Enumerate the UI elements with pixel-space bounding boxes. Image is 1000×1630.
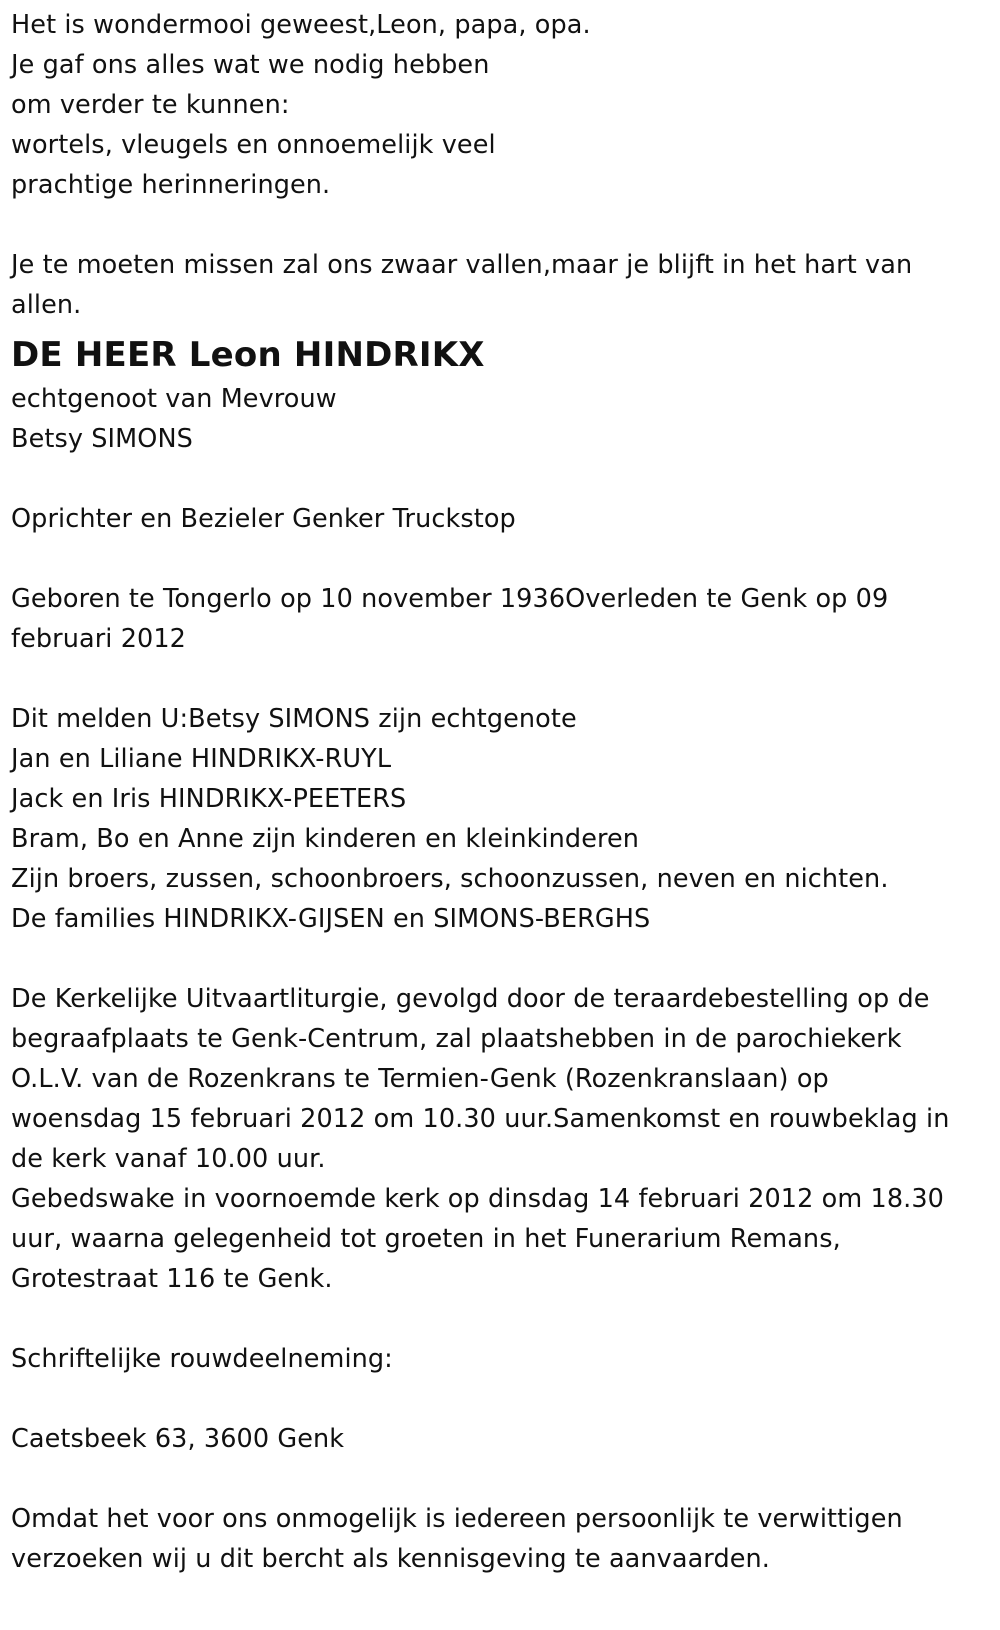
announcer-line: Jan en Liliane HINDRIKX-RUYL (11, 744, 392, 774)
poem-line: prachtige herinneringen. (11, 170, 331, 200)
spacer (11, 205, 1000, 245)
ceremony-line: O.L.V. van de Rozenkrans te Termien-Genk (Rozenkranslaan) op (11, 1064, 829, 1094)
spacer (11, 1379, 1000, 1419)
ceremony-line: De Kerkelijke Uitvaartliturgie, gevolgd door de teraardebestelling op de (11, 984, 930, 1014)
spouse-name: Betsy SIMONS (11, 424, 193, 454)
spacer (11, 1299, 1000, 1339)
poem-line: wortels, vleugels en onnoemelijk veel (11, 130, 496, 160)
spacer (11, 1459, 1000, 1499)
poem-closing-line: Je te moeten missen zal ons zwaar vallen,maar je blijft in het hart van (11, 250, 913, 280)
poem-closing-line: allen. (11, 290, 82, 320)
announcer-line: Dit melden U:Betsy SIMONS zijn echtgenote (11, 704, 577, 734)
spacer (11, 939, 1000, 979)
spouse-line: echtgenoot van Mevrouw (11, 384, 337, 414)
birth-death-line: Geboren te Tongerlo op 10 november 1936Overleden te Genk op 09 (11, 584, 889, 614)
announcer-line: Jack en Iris HINDRIKX-PEETERS (11, 784, 407, 814)
ceremony-line: begraafplaats te Genk-Centrum, zal plaatshebben in de parochiekerk (11, 1024, 902, 1054)
announcer-line: Zijn broers, zussen, schoonbroers, schoonzussen, neven en nichten. (11, 864, 889, 894)
poem-line: Je gaf ons alles wat we nodig hebben (11, 50, 490, 80)
spacer (11, 459, 1000, 499)
poem-line: Het is wondermooi geweest,Leon, papa, opa. (11, 10, 591, 40)
ceremony-line: de kerk vanaf 10.00 uur. (11, 1144, 326, 1174)
condolence-address: Caetsbeek 63, 3600 Genk (11, 1424, 345, 1454)
announcer-line: De families HINDRIKX-GIJSEN en SIMONS-BERGHS (11, 904, 651, 934)
announcers-block (11, 699, 1000, 939)
role-line: Oprichter en Bezieler Genker Truckstop (11, 504, 516, 534)
poem-block (11, 5, 1000, 205)
condolence-address-block (11, 1419, 1000, 1459)
condolence-label: Schriftelijke rouwdeelneming: (11, 1344, 393, 1374)
ceremony-line: Grotestraat 116 te Genk. (11, 1264, 333, 1294)
ceremony-line: Gebedswake in voornoemde kerk op dinsdag 14 februari 2012 om 18.30 (11, 1184, 945, 1214)
poem-line: om verder te kunnen: (11, 90, 290, 120)
announcer-line: Bram, Bo en Anne zijn kinderen en kleinkinderen (11, 824, 640, 854)
ceremony-line: woensdag 15 februari 2012 om 10.30 uur.Samenkomst en rouwbeklag in (11, 1104, 950, 1134)
spouse-block (11, 379, 1000, 459)
condolence-label-block (11, 1339, 1000, 1379)
deceased-title: DE HEER Leon HINDRIKX (11, 335, 485, 375)
poem-closing (11, 245, 1000, 325)
birth-death-line: februari 2012 (11, 624, 186, 654)
ceremony-block (11, 979, 1000, 1299)
spacer (11, 539, 1000, 579)
ceremony-line: uur, waarna gelegenheid tot groeten in het Funerarium Remans, (11, 1224, 841, 1254)
notice-line: Omdat het voor ons onmogelijk is iedereen persoonlijk te verwittigen (11, 1504, 903, 1534)
notice-block (11, 1499, 1000, 1579)
notice-line: verzoeken wij u dit bercht als kennisgeving te aanvaarden. (11, 1544, 770, 1574)
spacer (11, 659, 1000, 699)
birth-death-block (11, 579, 1000, 659)
role-block (11, 499, 1000, 539)
